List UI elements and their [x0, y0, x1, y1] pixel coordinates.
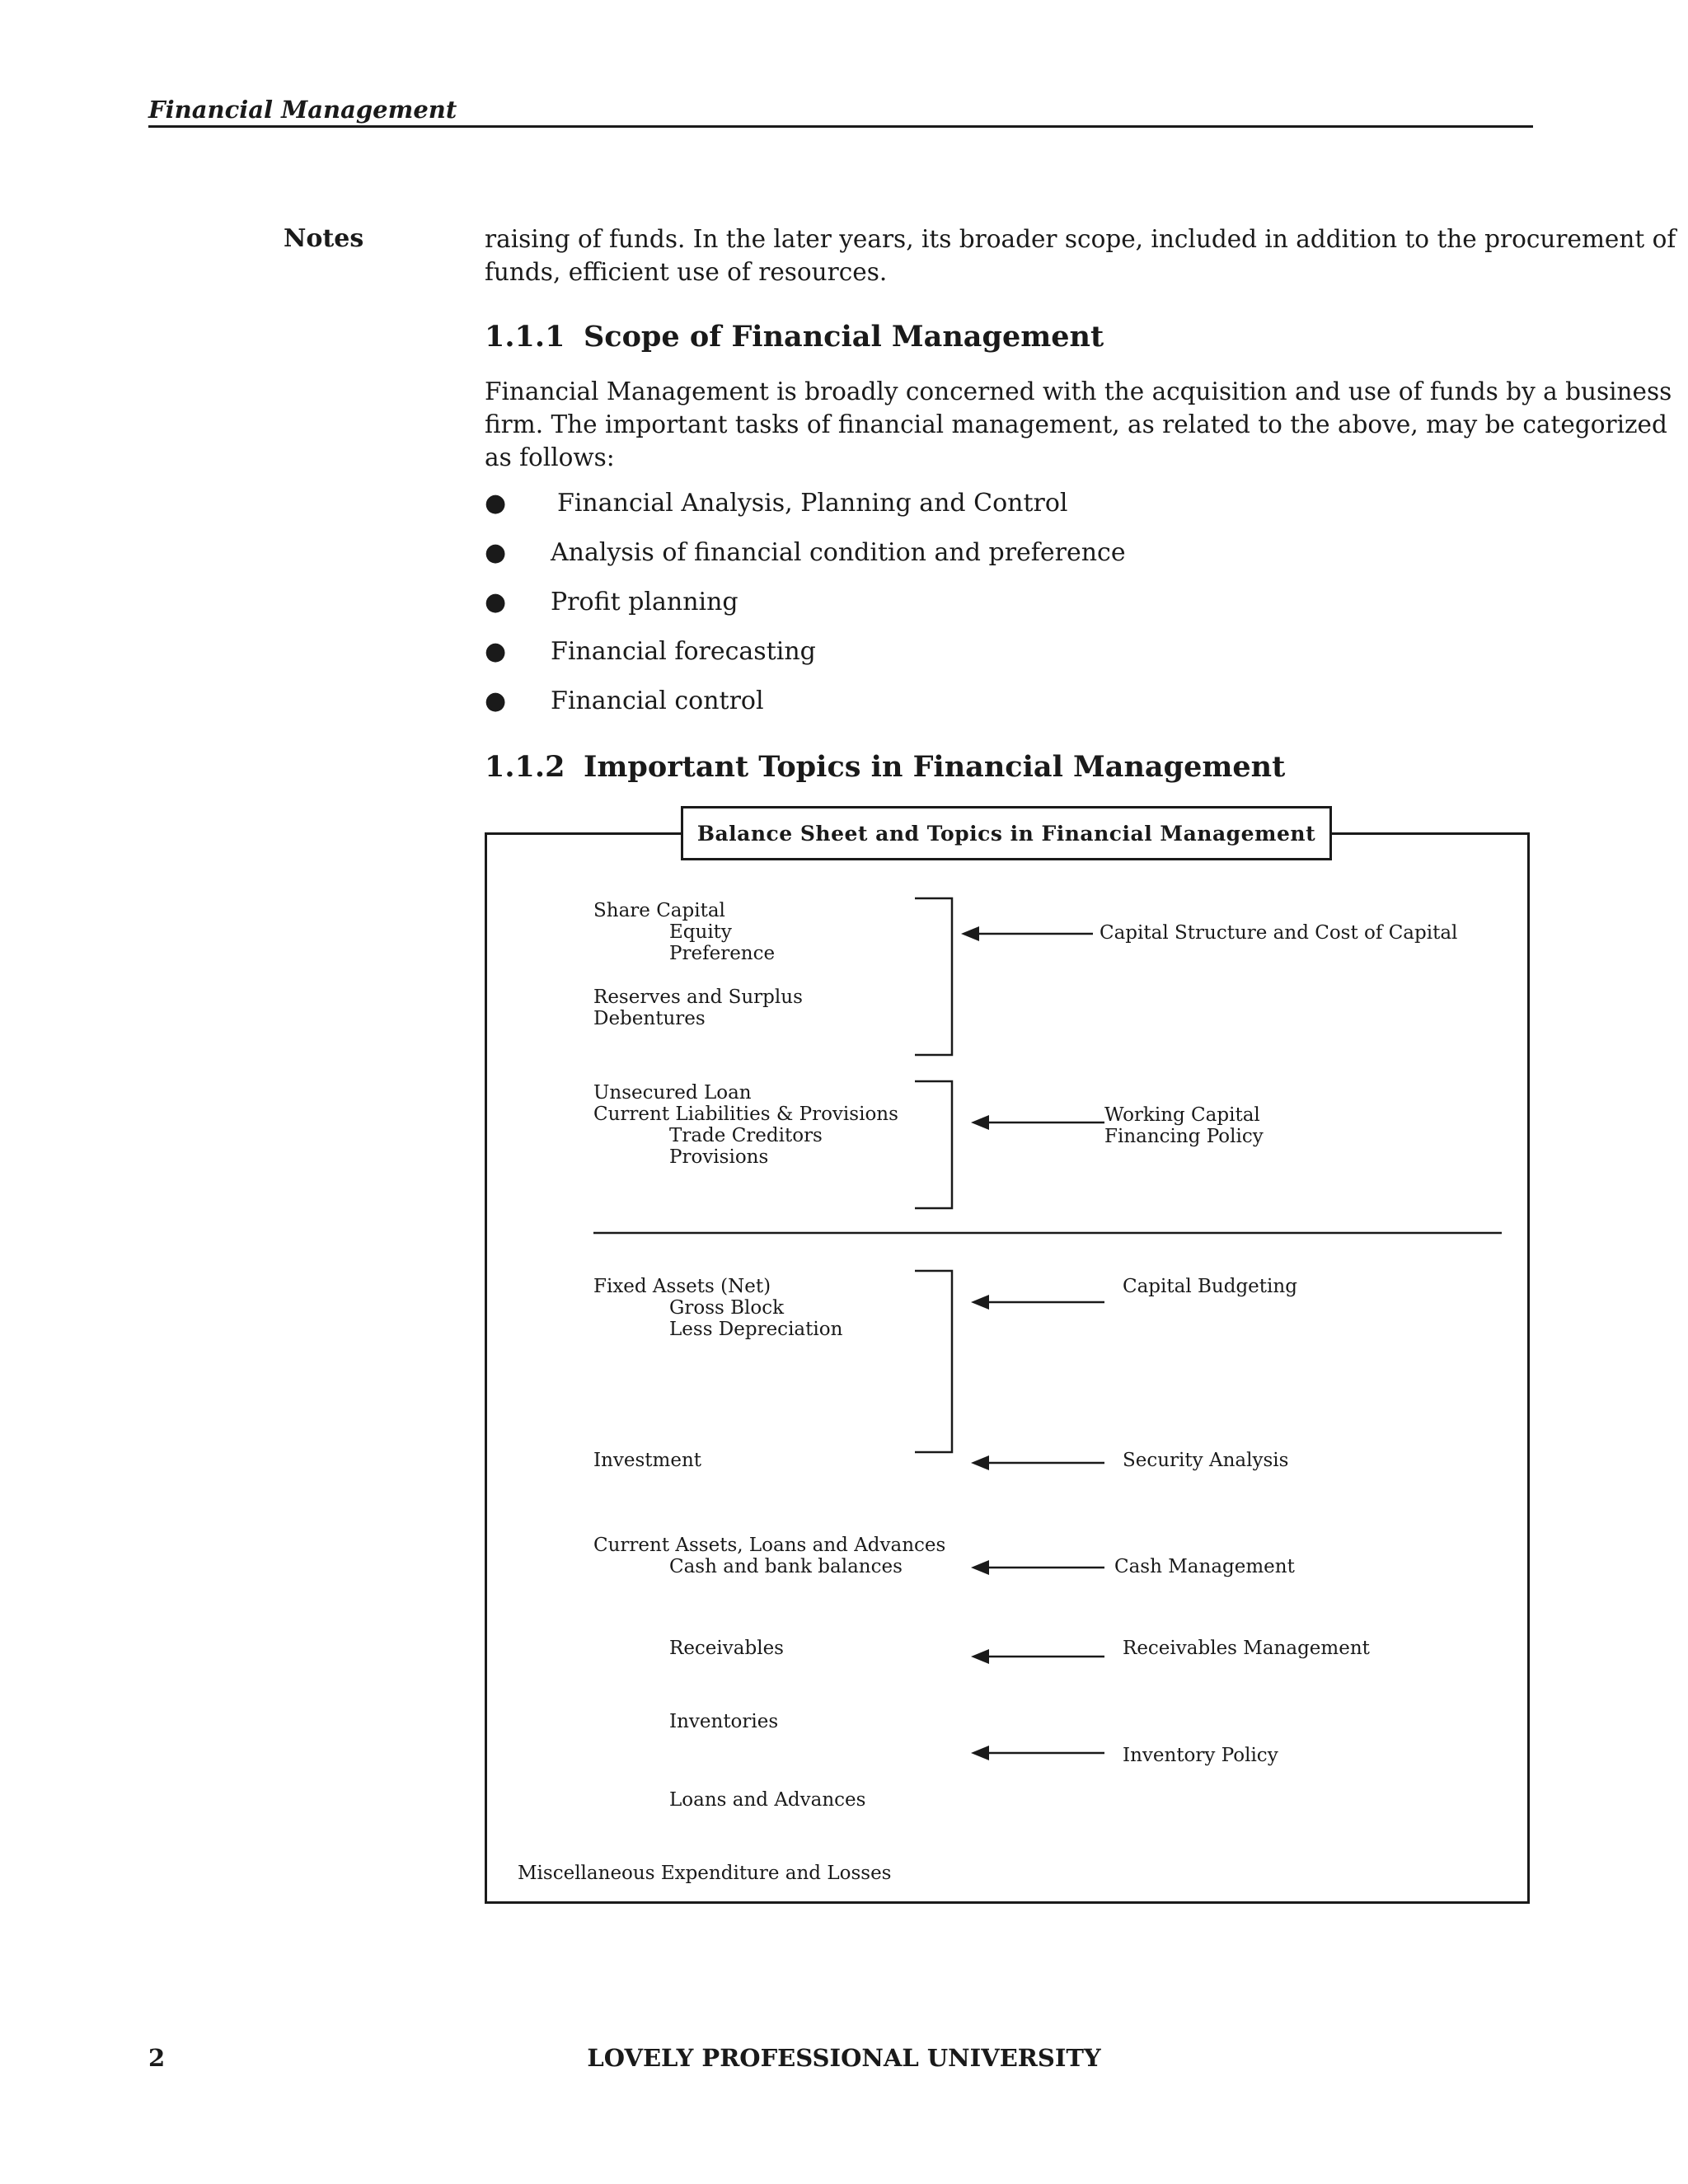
label-trade-creditors: Trade Creditors — [669, 1125, 823, 1146]
arrow-working-capital — [971, 1115, 1104, 1130]
topic-security-analysis: Security Analysis — [1123, 1450, 1289, 1471]
arrow-inventory-policy — [971, 1746, 1104, 1760]
scope-line: firm. The important tasks of financial management, as related to the above, may be categorized — [485, 410, 1667, 438]
topic-financing-policy: Financing Policy — [1104, 1126, 1264, 1147]
arrow-capital-budgeting — [971, 1295, 1104, 1310]
list-item-text: Profit planning — [551, 588, 738, 616]
running-title: Financial Management — [148, 96, 457, 124]
label-share-capital: Share Capital — [593, 900, 725, 921]
list-item-text: Analysis of financial condition and preference — [551, 538, 1126, 567]
label-inventories: Inventories — [669, 1711, 779, 1732]
label-investment: Investment — [593, 1450, 702, 1471]
bracket-capital — [915, 898, 952, 1055]
label-current-assets: Current Assets, Loans and Advances — [593, 1535, 946, 1556]
label-preference: Preference — [669, 943, 776, 964]
list-item-text: Financial control — [551, 687, 764, 715]
bullet-icon: ● — [485, 538, 507, 567]
label-provisions: Provisions — [669, 1146, 769, 1168]
topic-capital-structure: Capital Structure and Cost of Capital — [1100, 922, 1458, 944]
intro-line: raising of funds. In the later years, its broader scope, included in addition to the procurement of — [485, 225, 1676, 253]
label-misc-expenditure: Miscellaneous Expenditure and Losses — [518, 1863, 892, 1884]
label-receivables: Receivables — [669, 1638, 784, 1659]
footer-university: LOVELY PROFESSIONAL UNIVERSITY — [587, 2044, 1101, 2072]
scope-line: Financial Management is broadly concerned with the acquisition and use of funds by a business — [485, 377, 1672, 405]
topic-receivables-management: Receivables Management — [1123, 1638, 1370, 1659]
list-item-text: Financial Analysis, Planning and Control — [557, 489, 1068, 518]
label-loans-advances: Loans and Advances — [669, 1789, 866, 1811]
bracket-working-capital — [915, 1081, 952, 1208]
label-unsecured-loan: Unsecured Loan — [593, 1082, 752, 1104]
label-gross-block: Gross Block — [669, 1297, 785, 1319]
arrow-cash-management — [971, 1560, 1104, 1575]
section-title: Important Topics in Financial Management — [584, 750, 1286, 784]
label-debentures: Debentures — [593, 1008, 706, 1029]
arrow-security-analysis — [971, 1455, 1104, 1470]
scope-line: as follows: — [485, 443, 615, 471]
arrow-receivables-management — [971, 1649, 1104, 1664]
bullet-icon: ● — [485, 687, 507, 715]
label-fixed-assets: Fixed Assets (Net) — [593, 1276, 771, 1297]
label-current-liabilities: Current Liabilities & Provisions — [593, 1104, 898, 1125]
section-number: 1.1.1 — [485, 320, 565, 354]
label-less-depreciation: Less Depreciation — [669, 1319, 843, 1340]
bullet-icon: ● — [485, 588, 507, 616]
bullet-icon: ● — [485, 637, 507, 666]
label-equity: Equity — [669, 921, 732, 943]
bracket-fixed-assets — [915, 1271, 952, 1452]
figure-title: Balance Sheet and Topics in Financial Management — [681, 806, 1332, 860]
label-cash-bank: Cash and bank balances — [669, 1556, 903, 1577]
page-number: 2 — [148, 2044, 166, 2072]
list-item-text: Financial forecasting — [551, 637, 816, 666]
arrow-capital-structure — [961, 926, 1093, 941]
topic-capital-budgeting: Capital Budgeting — [1123, 1276, 1297, 1297]
topic-inventory-policy: Inventory Policy — [1123, 1745, 1278, 1766]
notes-label: Notes — [284, 224, 364, 253]
section-title: Scope of Financial Management — [584, 320, 1104, 354]
label-reserves: Reserves and Surplus — [593, 987, 803, 1008]
bullet-icon: ● — [485, 489, 507, 518]
section-number: 1.1.2 — [485, 750, 565, 784]
topic-cash-management: Cash Management — [1114, 1556, 1295, 1577]
topic-working-capital: Working Capital — [1104, 1104, 1260, 1126]
intro-line: funds, efficient use of resources. — [485, 258, 888, 286]
